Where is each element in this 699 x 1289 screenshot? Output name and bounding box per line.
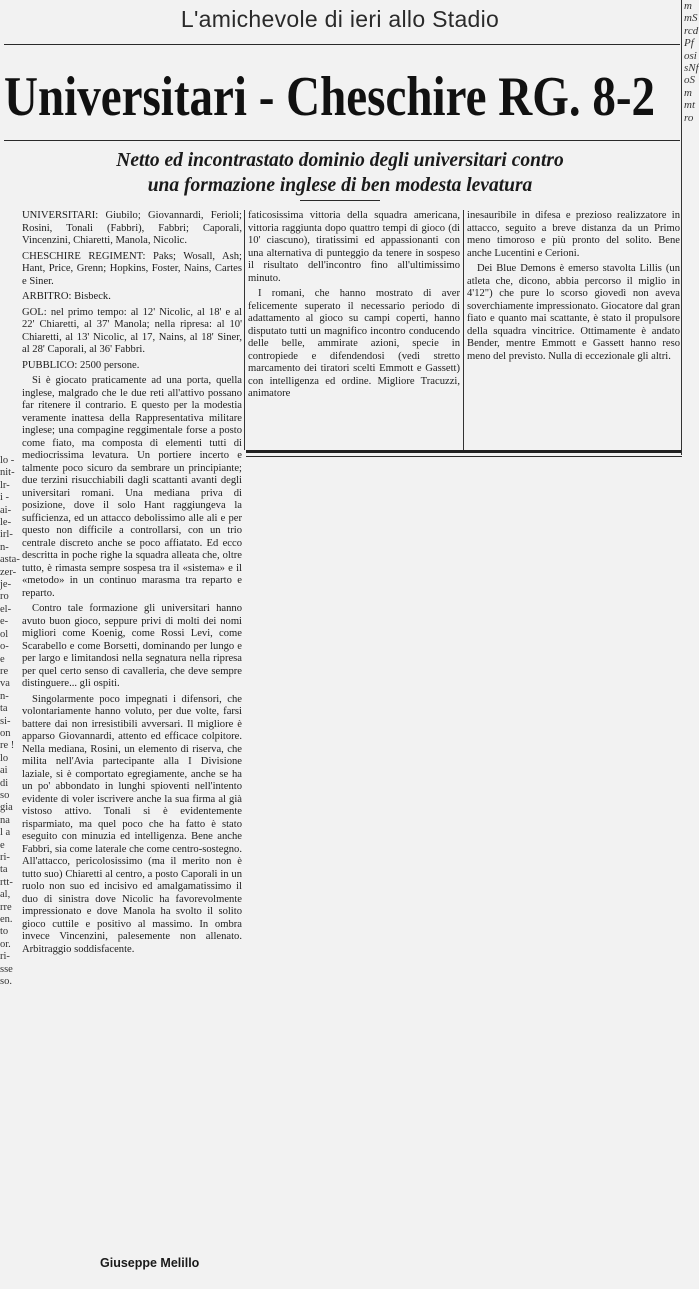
article-subhead xyxy=(0,148,680,198)
author-signature: Giuseppe Melillo xyxy=(100,1256,200,1270)
lineup-universitari: UNIVERSITARI: Giubilo; Giovannardi, Ferioli; Rosini, Tonali (Fabbri), Fabbri; Caporali, Vincenzini, Chiaretti, Manola, Nicolic. xyxy=(22,210,242,246)
body-paragraph-1: Si è giocato praticamente ad una porta, quella inglese, malgrado che le due reti all'attivo possano far ritenere il contrario. E questo per la modestia veramente inattesa della Rappresentativa militare inglese; una compagine reggimentale forse a posto come fiato, ma composta di elementi tutti di mediocrissima levatura. Un portiere incerto e talmente poco sicuro da sembrare un principiante; due terzini risucchiabili dagli scattanti avanti degli universitari romani. Una mediana priva di posizione, dove il solo Hant raggiungeva la sufficienza, ed un attacco debolissimo alle ali e per questo non difficile a controllarsi, con un trio centrale discreto anche se poco affiatato. Ed ecco descritta in poche righe la squadra alleata che, oltre tutto, è rimasta sempre sospesa tra il «sistema» e il «metodo» in un continuo marasma tra reparto e reparto. xyxy=(22,375,242,599)
col3-paragraph-2: Dei Blue Demons è emerso stavolta Lillis (un atleta che, dicono, abbia percorso il miglio in 4'12") che pure lo scorso giovedì non aveva soverchiamente impressionato. Giocatore dal gran fiato e quanto mai scattante, è stato il propulsore della squadra vincitrice. Ottimamente è andato Bender, mentre Emmott e Gassett hanno reso meno del previsto. Nulla di eccezionale gli altri. xyxy=(467,263,680,362)
subhead-rule xyxy=(300,200,380,201)
col2-paragraph-1: faticosissima vittoria della squadra americana, vittoria raggiunta dopo quattro tempi di gioco (di 10' ciascuno), tiratissimi ed appassionanti con una alternativa di punteggio da tenere in sospeso il risultato dell'incontro fino all'ultimissimo minuto. xyxy=(248,210,460,284)
article-kicker: L'amichevole di ieri allo Stadio xyxy=(180,6,500,32)
body-paragraph-2: Contro tale formazione gli universitari hanno avuto buon gioco, seppure privi di molti dei nomi migliori come Koenig, come Rossi Levi, come Scarabello e come Borsetti, dominando per lungo e per largo e limitandosi nella segnatura nella ripresa per quel certo senso di cavalleria, che deve sempre distinguere... gli ospiti. xyxy=(22,603,242,689)
column-3 xyxy=(467,210,680,446)
adjacent-column-fragment-right: mmSrcdPfosisNfoSmmtro xyxy=(684,0,699,124)
column-2 xyxy=(248,210,460,446)
article-headline: Universitari - Cheschire RG. 8-2 xyxy=(4,66,656,128)
column-divider-2 xyxy=(463,210,464,450)
headline-rule xyxy=(4,140,680,141)
adjacent-column-fragment-left: lo - nit- lr- i -ai- le- irl- n- asta- zer- je- ro el- e- ol o- e re va n- ta si- on re ! lo ai di so gia na l a e ri- ta rtt- al, rre en. to or. ri- sse so. xyxy=(0,455,20,988)
lineup-cheschire: CHESCHIRE REGIMENT: Paks; Wosall, Ash; Hant, Price, Grenn; Hopkins, Foster, Nains, Cartes e Siner. xyxy=(22,250,242,287)
attendance-line: PUBBLICO: 2500 persone. xyxy=(22,359,140,371)
section-bottom-rule xyxy=(246,450,682,453)
kicker-rule xyxy=(4,44,680,45)
col2-paragraph-2: I romani, che hanno mostrato di aver felicemente superato il necessario periodo di adattamento al gioco su campi coperti, hanno disputato tutti un magnifico incontro conducendo delle belle, ammirate azioni, specie in contropiede e difendendosi (vedi stretto marcamento dei tiratori scelti Emmott e Gassett) con intelligenza ed ordine. Migliore Tracuzzi, animatore xyxy=(248,288,460,399)
page-edge-rule xyxy=(681,0,682,455)
col3-paragraph-1: inesauribile in difesa e prezioso realizzatore in attacco, seguito a breve distanza da un Primo meno timoroso e più pronto del solito. Bene anche Lucentini e Cerioni. xyxy=(467,210,680,259)
column-divider-1 xyxy=(244,210,245,450)
body-paragraph-3: Singolarmente poco impegnati i difensori, che volontariamente hanno voluto, per due volte, farsi battere dai non irresistibili avversari. Il migliore è apparso Giovannardi, attento ed efficace colpitore. Nella mediana, Rosini, un elemento di riserva, che milita nell'Avia partecipante alla I Divisione laziale, si è comportato egregiamente, anche se ha un po' abbondato in lunghi spioventi nell'intento evidente di voler iscrivere anche la sua firma al già vistoso attivo. Tonali si è evidentemente risparmiato, ma quel poco che ha fatto è stato eseguito con minuzia ed intelligenza. Bene anche Fabbri, sia come laterale che come centro-sostegno. All'attacco, pericolosissimo (ma il merito non è tutto suo) Chiaretti al centro, a posto Caporali in un ruolo non suo ed incisivo ed amalgamatissimo il duo di sinistra dove Nicolic ha favorevolmente impressionato e dove Manola ha svolto il solito gioco cuttile e positivo al massimo. In ombra invece Vincenzini, palesemente non allenato. Arbitraggio soddisfacente. xyxy=(22,693,242,955)
subhead-line-1: Netto ed incontrastato dominio degli universitari contro xyxy=(116,150,564,171)
column-1 xyxy=(22,210,242,1255)
section-bottom-rule-2 xyxy=(246,456,682,457)
subhead-line-2: una formazione inglese di ben modesta levatura xyxy=(147,175,533,196)
goals-line: GOL: nel primo tempo: al 12' Nicolic, al 18' e al 22' Chiaretti, al 37' Manola; nella ripresa: al 10' Chiaretti, al 13' Nicolic, al 17, Nains, al 18' Siner, al 28' Caporali, al 36' Fabbri. xyxy=(22,306,242,355)
referee-line: ARBITRO: Bisbeck. xyxy=(22,291,111,302)
